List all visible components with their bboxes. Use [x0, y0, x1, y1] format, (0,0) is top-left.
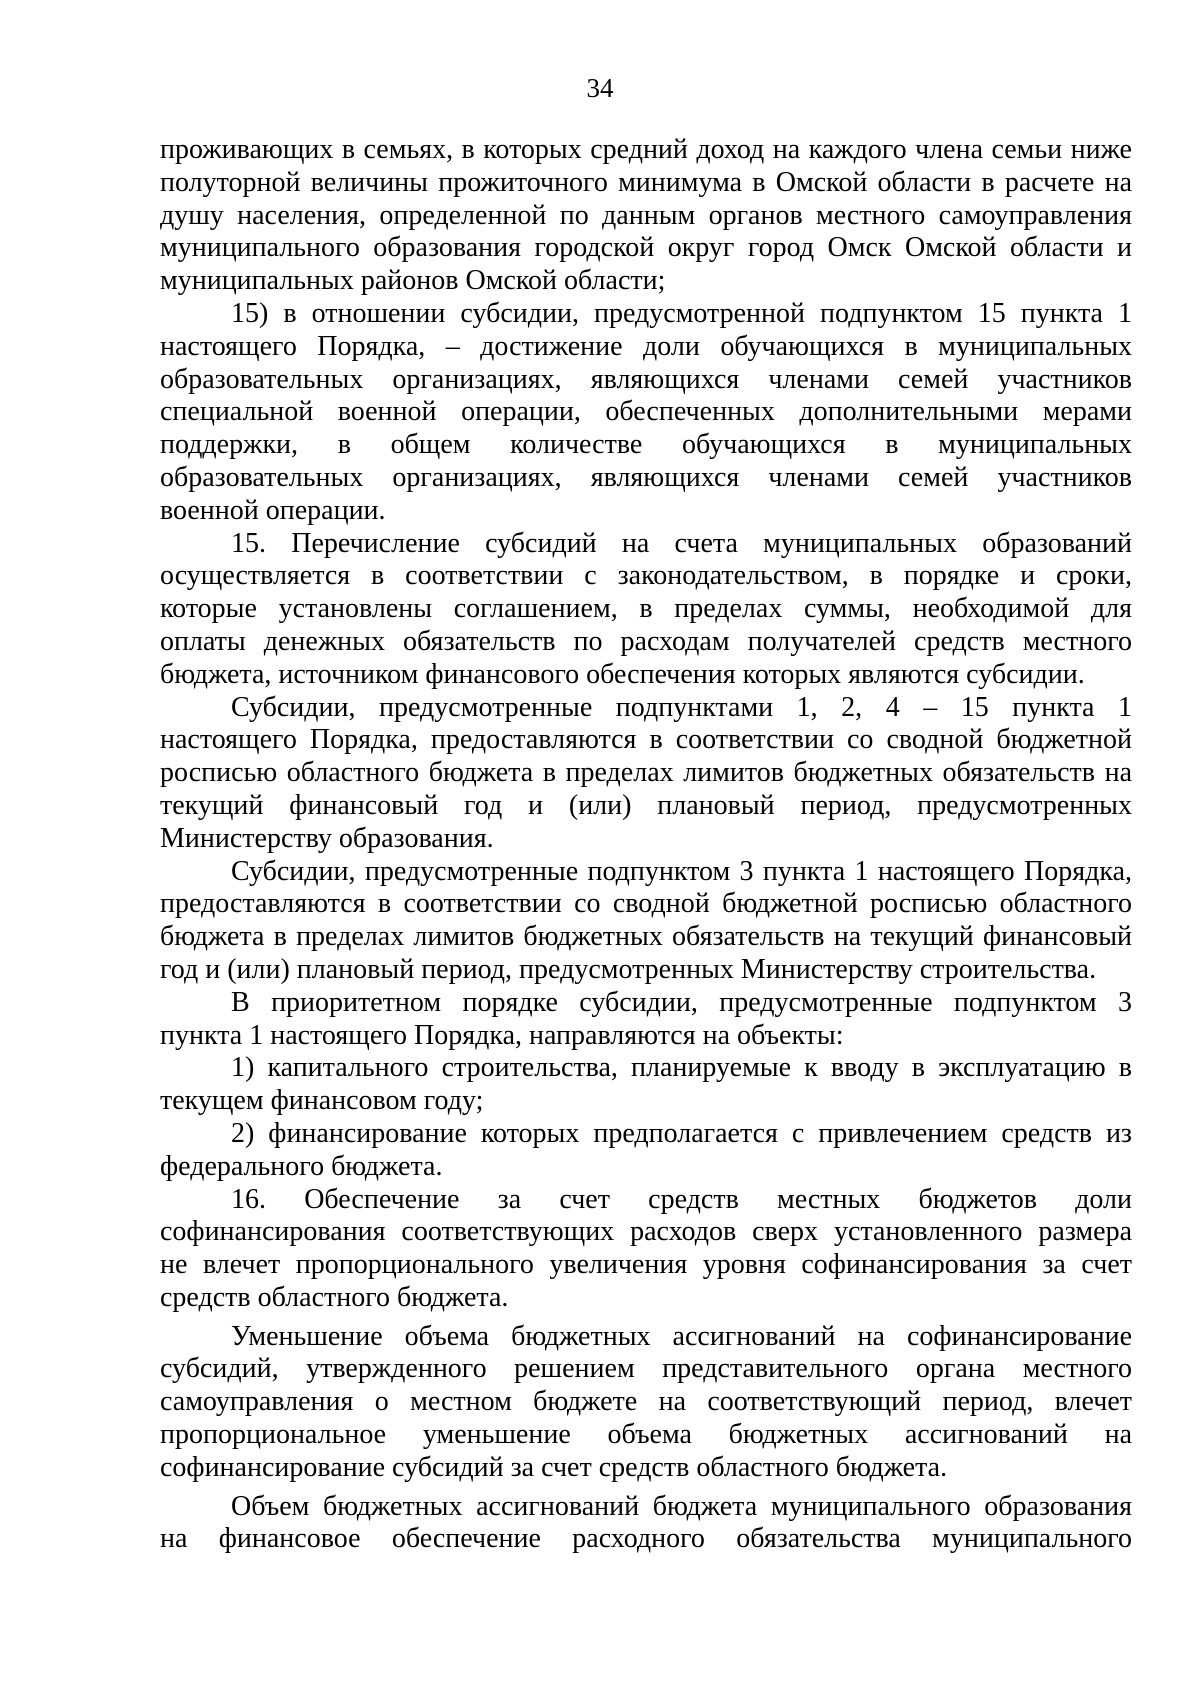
- text-line: военной операции.: [160, 494, 386, 526]
- text-line: не влечет пропорционального увеличения уровня софинансирования за счет: [160, 1249, 1132, 1281]
- text-line: текущий финансовый год и (или) плановый период, предусмотренных: [160, 789, 1132, 821]
- page-number: 34: [586, 73, 614, 103]
- text-line: средств областного бюджета.: [160, 1281, 509, 1313]
- text-line: настоящего Порядка, – достижение доли обучающихся в муниципальных: [160, 330, 1132, 362]
- text-line: муниципальных районов Омской области;: [160, 265, 666, 297]
- text-line: предоставляются в соответствии со сводной бюджетной росписью областного: [160, 888, 1132, 920]
- text-line: полуторной величины прожиточного минимума в Омской области в расчете на: [160, 166, 1132, 198]
- paragraph-p5: [160, 987, 1132, 1053]
- text-line: софинансирование субсидий за счет средств областного бюджета.: [160, 1451, 948, 1483]
- text-line: муниципального образования городской округ город Омск Омской области и: [160, 232, 1132, 264]
- paragraph-p6: [160, 1052, 1132, 1118]
- text-line: Субсидии, предусмотренные подпунктами 1, 2, 4 – 15 пункта 1: [231, 691, 1132, 723]
- text-line: осуществляется в соответствии с законодательством, в порядке и сроки,: [160, 560, 1132, 592]
- text-line: росписью областного бюджета в пределах лимитов бюджетных обязательств на: [160, 757, 1132, 789]
- text-line: оплаты денежных обязательств по расходам получателей средств местного: [160, 625, 1132, 657]
- text-line: В приоритетном порядке субсидии, предусмотренные подпунктом 3: [231, 986, 1132, 1018]
- text-line: Уменьшение объема бюджетных ассигнований на софинансирование: [231, 1320, 1132, 1352]
- paragraph-p8: [160, 1184, 1132, 1315]
- text-line: год и (или) плановый период, предусмотренных Министерству строительства.: [160, 953, 1097, 985]
- text-line: образовательных организациях, являющихся членами семей участников: [160, 363, 1132, 395]
- paragraph-p7: [160, 1118, 1132, 1184]
- text-line: Объем бюджетных ассигнований бюджета муниципального образования: [231, 1490, 1132, 1522]
- text-line: 2) финансирование которых предполагается с привлечением средств из: [231, 1117, 1132, 1149]
- paragraph-p0: [160, 134, 1132, 298]
- paragraph-p1: [160, 298, 1132, 528]
- text-line: которые установлены соглашением, в пределах суммы, необходимой для: [160, 593, 1132, 625]
- text-line: 15. Перечисление субсидий на счета муниципальных образований: [231, 527, 1132, 559]
- text-line: Субсидии, предусмотренные подпунктом 3 пункта 1 настоящего Порядка,: [231, 855, 1132, 887]
- text-line: пропорциональное уменьшение объема бюджетных ассигнований на: [160, 1419, 1132, 1451]
- paragraph-p2: [160, 528, 1132, 692]
- paragraph-p3: [160, 692, 1132, 856]
- text-line: самоуправления о местном бюджете на соответствующий период, влечет: [160, 1386, 1132, 1418]
- text-line: бюджета в пределах лимитов бюджетных обязательств на текущий финансовый: [160, 921, 1132, 953]
- text-line: пункта 1 настоящего Порядка, направляются на объекты:: [160, 1019, 844, 1051]
- paragraph-p10: [160, 1491, 1132, 1557]
- text-line: бюджета, источником финансового обеспечения которых являются субсидии.: [160, 658, 1085, 690]
- text-line: специальной военной операции, обеспеченных дополнительными мерами: [160, 396, 1132, 428]
- text-line: 1) капитального строительства, планируемые к вводу в эксплуатацию в: [231, 1052, 1132, 1084]
- document-body: [160, 134, 1132, 1556]
- text-line: субсидий, утвержденного решением представительного органа местного: [160, 1353, 1132, 1385]
- text-line: 16. Обеспечение за счет средств местных бюджетов доли: [231, 1183, 1132, 1215]
- paragraph-p4: [160, 856, 1132, 987]
- text-line: поддержки, в общем количестве обучающихся в муниципальных: [160, 429, 1132, 461]
- text-line: 15) в отношении субсидии, предусмотренной подпунктом 15 пункта 1: [231, 297, 1132, 329]
- text-line: федерального бюджета.: [160, 1150, 443, 1182]
- paragraph-p9: [160, 1321, 1132, 1485]
- text-line: Министерству образования.: [160, 822, 494, 854]
- text-line: текущем финансовом году;: [160, 1085, 484, 1117]
- text-line: душу населения, определенной по данным органов местного самоуправления: [160, 199, 1132, 231]
- text-line: софинансирования соответствующих расходов сверх установленного размера: [160, 1216, 1132, 1248]
- text-line: настоящего Порядка, предоставляются в соответствии со сводной бюджетной: [160, 724, 1132, 756]
- text-line: на финансовое обеспечение расходного обязательства муниципального: [160, 1523, 1132, 1555]
- text-line: проживающих в семьях, в которых средний доход на каждого члена семьи ниже: [160, 134, 1132, 165]
- text-line: образовательных организациях, являющихся членами семей участников: [160, 461, 1132, 493]
